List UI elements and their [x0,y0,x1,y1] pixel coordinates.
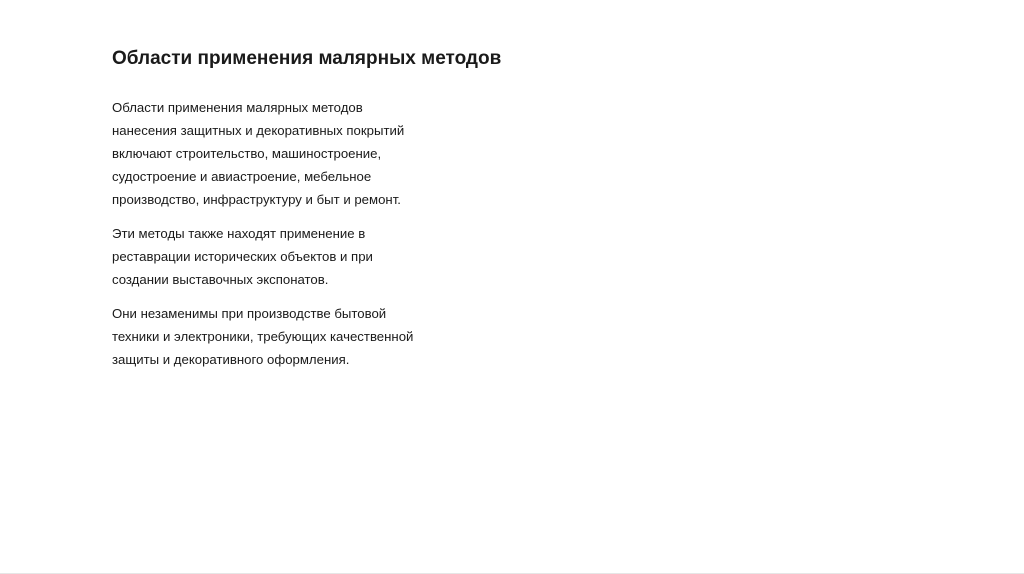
paragraph-application-areas [112,96,452,211]
paragraph-line: техники и электроники, требующих качественной [112,329,414,344]
paragraph-line: Они незаменимы при производстве бытовой [112,306,387,321]
slide-body [112,96,452,382]
slide-title: Области применения малярных методов [112,48,502,69]
paragraph-line: Области применения малярных методов [112,100,363,115]
paragraph-line: реставрации исторических объектов и при [112,249,373,264]
paragraph-line: производство, инфраструктуру и быт и ремонт. [112,192,401,207]
paragraph-appliances [112,302,452,371]
paragraph-restoration [112,222,452,291]
paragraph-line: включают строительство, машиностроение, [112,146,382,161]
paragraph-line: судостроение и авиастроение, мебельное [112,169,372,184]
paragraph-line: создании выставочных экспонатов. [112,272,329,287]
paragraph-line: нанесения защитных и декоративных покрытий [112,123,405,138]
paragraph-line: Эти методы также находят применение в [112,226,366,241]
paragraph-line: защиты и декоративного оформления. [112,352,350,367]
